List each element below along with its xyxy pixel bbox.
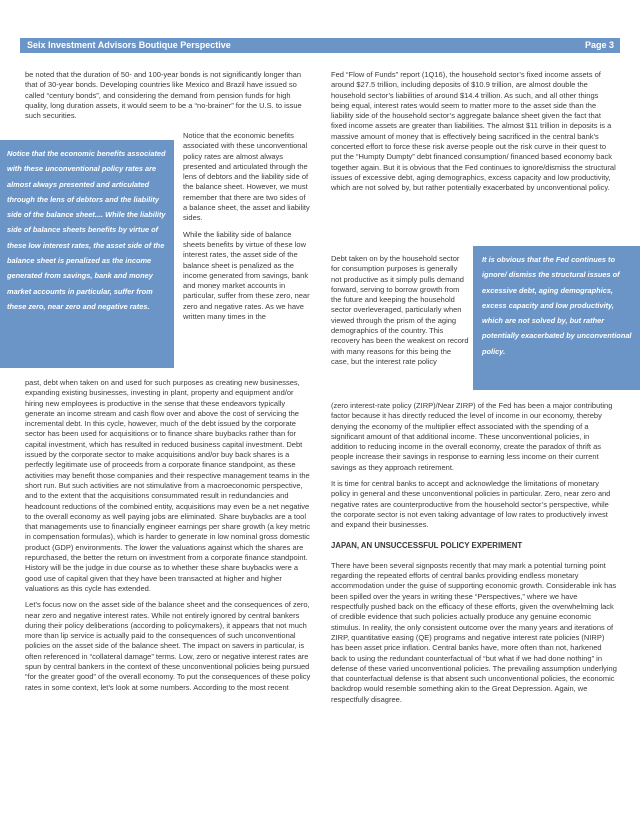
page-number: Page 3 (584, 40, 614, 50)
left-top-paragraph: be noted that the duration of 50- and 100-year bonds is not significantly longer than that of 30-year bonds. Developing countries like Mexico and Brazil have issued so called “century bonds”, and considering the demand from pension funds for high quality, long duration assets, it would seem to be a “no-brainer” for the U.S. to issue such securities. (25, 70, 302, 121)
page-header (20, 38, 620, 53)
left-paragraph-3: Let’s focus now on the asset side of the balance sheet and the consequences of zero, near zero and negative interest rates. While not entirely ignored by central bankers during their policy deliberations (according to policymakers), it appears that not much more than lip service is actually paid to the consequences of such unconventional policies on the asset side of the balance sheet. The impact on savers in particular, is often referenced in “collateral damage” terms. Low, zero or negative interest rates are spun by central bankers in the context of these unconventional policies being pursued “for the greater good” of the overall economy. To put the consequences of these policy rates in some context, let’s look at some numbers. According to the most recent (25, 600, 311, 692)
right-paragraph-3: It is time for central banks to accept and acknowledge the limitations of monetary policy in general and these unconventional policies in particular. Zero, near zero and negative rates are counterproductive from the household sector’s perspective, while the corporate sector is not even taking advantage of low rates to productively invest and expand their businesses. (331, 479, 611, 530)
left-pull-quote-text: Notice that the economic benefits associated with these unconventional policy rates are almost always presented and articulated through the lens of debtors and the liability side of the balance sheet.... While the liability side of balance sheets benefits by virtue of these low interest rates, the asset side of the balance sheet is penalized as the income generated from savings, bank and money market accounts in particular, suffer from these zero, near zero and negative rates. (7, 149, 166, 311)
right-top-paragraph: Fed “Flow of Funds” report (1Q16), the household sector’s fixed income assets of around $27.5 trillion, including deposits of $10.9 trillion, are almost double the household sector’s liabilities of around $14.4 trillion. As such, and all other things being equal, interest rates would seem to matter more to the asset side than the liability side of the household sector’s aggregate balance sheet given the fact that fixed income assets are greater than liabilities. The almost $11 trillion in deposits is a massive amount of money that is effectively being sacrificed in the central bank’s concerted effort to force these risk averse people out the risk curve in their quest to put the “Humpty Dumpty” debt financed consumption/ financed based economy back together again. But it is obvious that the Fed continues to ignore/dismiss the structural issues of excessive debt, aging demographics, excess capacity and low productivity, which are not solved by, but rather potentially exacerbated by unconventional policy. (331, 70, 616, 193)
left-paragraph-2-continued: past, debt when taken on and used for such purposes as creating new businesses, expanding existing businesses, investing in plant, property and equipment and/or hiring new employees is productive in the sense that these endeavors typically generate an income stream and cash flow over and above the cost of servicing the incremental debt. In this cycle, however, much of the debt issued by the corporate sector has been used for acquisitions or to finance share buybacks rather than for capital investment, which has resulted in reduced business capital investment. Debt issued by the corporate sector to make acquisitions and/or buy back shares is a perfectly legitimate use of proceeds from a corporate finance standpoint, as these activities may benefit those companies and their respective management teams in the short run. But such activities are not stimulative from a macroeconomic perspective, and to the extent that the acquisitions consummated result in redundancies and headcount reductions of the combined entity, acquisitions may even be a net negative to the overall economy as well paying jobs are eliminated. Share buybacks are a tool that managements use to financially engineer earnings per share growth (a key metric in compensation formulas), which is harder to generate in low nominal gross domestic product (GDP) environments. The lower the valuations against which the shares are repurchased, the better the return on investment from a corporate finance standpoint. History will be the judge in due course as to whether these share buybacks were a good use of capital given that they have been transacted at higher and higher valuations as this cycle has extended. (25, 378, 311, 593)
left-pull-quote (0, 140, 174, 368)
header-title: Seix Investment Advisors Boutique Perspective (27, 40, 231, 50)
left-side-text (183, 131, 311, 328)
right-paragraph-2-continued: (zero interest-rate policy (ZIRP)/Near ZIRP) of the Fed has been a major contributing factor because it has directly reduced the level of income in our economy, thereby denying the economy of the multiplier effect associated with the spending of a significant amount of that additional income. These unconventional policies, in addition to reducing income in the overall economy, create the paradox of thrift as people increase their savings in response to earning less income on their current savings as they approach retirement. (331, 401, 613, 472)
left-side-paragraph-2: While the liability side of balance sheets benefits by virtue of these low interest rates, the asset side of the balance sheet is penalized as the income generated from savings, bank and money market accounts in particular, suffer from these zero, near zero and negative rates. As we have written many times in the (183, 229, 310, 322)
section-heading: JAPAN, AN UNSUCCESSFUL POLICY EXPERIMENT (331, 540, 523, 550)
right-main-text (331, 401, 617, 711)
left-main-text (25, 378, 311, 699)
right-pull-quote (473, 246, 640, 390)
left-side-paragraph-1: Notice that the economic benefits associated with these unconventional policy rates are almost always presented and articulated through the lens of debtors and the liability side of the balance sheet. However, we must remember that there are two sides of a balance sheet, the asset and liability sides. (183, 131, 310, 223)
right-paragraph-4: There have been several signposts recently that may mark a potential turning point regarding the repeated efforts of central banks providing endless monetary accommodation under the guise of supporting economic growth. Considerable ink has been spilled over the years in writing these “Perspectives,” where we have respectfully pushed back on the efficacy of these efforts, given the overwhelming lack of credible evidence that such policies actually produce any genuine economic stimulus. In reality, the only consistent outcome over the many years and iterations of ZIRP, quantitative easing (QE) programs and negative interest rate policies (NIRP) has been asset price inflation. Central banks have, more often than not, harkened back to using the redundant counterfactual of “but what if we had done nothing” in defense of these varied unconventional policies. The prevailing assumption underlying that counterfactual defense is that absent such unconventional policies, the economic backdrop would resemble something akin to the Great Depression. Again, we respectfully disagree. (331, 560, 617, 704)
right-side-text: Debt taken on by the household sector for consumption purposes is generally not productive as it simply pulls demand forward, serving to borrow growth from the future and keeping the household sector overleveraged, particularly when viewed through the prism of the aging demographics of the country. This recovery has been the weakest on record with many reasons for this being the case, but the interest rate policy (331, 254, 469, 366)
right-pull-quote-text: It is obvious that the Fed continues to ignore/ dismiss the structural issues of excessive debt, aging demographics, excess capacity and low productivity, which are not solved by, but rather potentially exacerbated by unconventional policy. (482, 255, 632, 356)
